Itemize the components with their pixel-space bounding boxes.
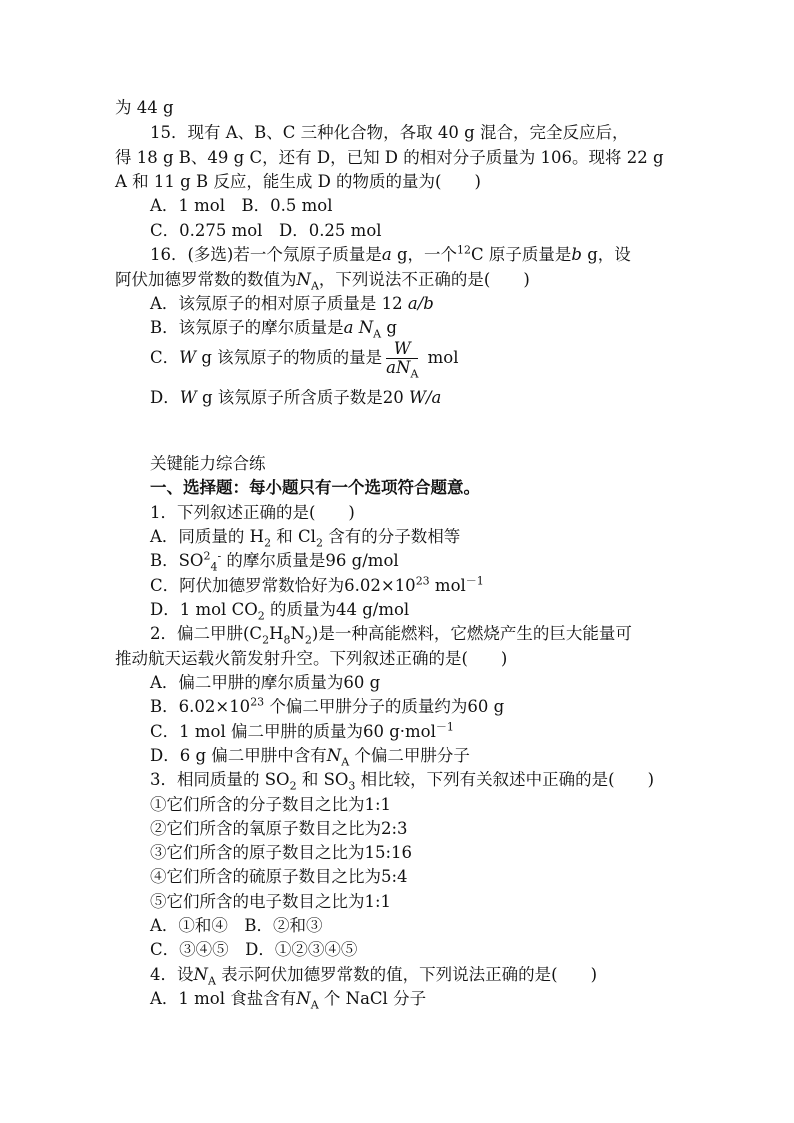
q16-text: 16．(多选)若一个氖原子质量是 [150,245,382,264]
q1-option-a [150,525,460,549]
q3-item-1: ①它们所含的分子数目之比为1:1 [150,795,392,814]
q2-option-d [150,744,470,768]
option-text: g 该氖原子的物质的量是 [196,348,383,367]
fraction [386,339,419,381]
option-text: g [381,318,397,337]
q3-options-ab: A．①和④ B．②和③ [150,916,323,935]
q3-sub: 3 [348,779,356,793]
q2-option-b [150,695,504,719]
option-text: D．6 g 偏二甲肼中含有 [150,746,327,765]
option-sub: A [310,998,319,1012]
option-text: A．同质量的 H [150,527,265,546]
q3-stem [150,768,654,792]
q2-option-a: A．偏二甲肼的摩尔质量为60 g [150,673,381,692]
option-sup: - [217,549,222,563]
q2-text: H [269,624,284,643]
option-text: 个 NaCl 分子 [318,989,427,1008]
q1-option-c [150,574,484,598]
option-sub: A [341,755,350,769]
option-text: 个偏二甲肼分子 [349,746,470,765]
option-text: B．SO [150,551,204,570]
option-text: C．1 mol 偏二甲肼的质量为60 g·mol [150,722,436,741]
q16-isotope-sup: 12 [457,243,472,257]
option-italic: N [326,746,342,765]
option-sub: A [373,327,382,341]
q16-option-a [150,292,434,316]
q15-options-ab: A．1 mol B．0.5 mol [150,196,333,215]
q3-text: 和 SO [296,770,349,789]
q16-line1 [150,243,631,267]
option-sub: 2 [315,536,323,550]
option-sup: 23 [250,695,265,709]
q2-option-c [150,720,454,744]
q16-text: C 原子质量是 [471,245,572,264]
option-text: C． [150,348,180,367]
q16-line2 [115,268,530,292]
q1-option-b [150,549,399,573]
option-italic: N [296,989,311,1008]
q4-text: 4．设 [150,965,194,984]
option-text: B．该氖原子的摩尔质量是 [150,318,344,337]
q4-var-N: N [193,965,208,984]
option-sup: －1 [435,720,454,734]
option-text: D．1 mol CO [150,600,258,619]
q3-text: 3．相同质量的 SO [150,770,290,789]
q15-line1: 15．现有 A、B、C 三种化合物，各取 40 g 混合，完全反应后， [150,123,629,142]
q16-text: ，下列说法不正确的是( ) [318,270,530,289]
q2-line2: 推动航天运载火箭发射升空。下列叙述正确的是( ) [115,649,508,668]
fraction-numerator: W [386,340,418,359]
q16-option-c [150,339,459,381]
q4-sub: A [207,974,216,988]
den-text: aN [386,358,411,377]
option-text: g 该氖原子所含质子数是20 [196,388,409,407]
q16-text: g，设 [581,245,631,264]
option-text: D． [150,388,180,407]
q4-stem [150,963,597,987]
q3-item-5: ⑤它们所含的电子数目之比为1:1 [150,892,392,911]
option-text: mol [429,576,466,595]
q16-text: 阿伏加德罗常数的数值为 [115,270,297,289]
q3-text: 相比较，下列有关叙述中正确的是( ) [355,770,655,789]
q16-var-b: b [571,245,582,264]
q15-line2: 得 18 g B、49 g C，还有 D，已知 D 的相对分子质量为 106。现将 22 g [115,148,664,167]
section-title: 关键能力综合练 [150,454,266,473]
q2-line1 [150,622,632,646]
q16-text: g，一个 [391,245,458,264]
option-italic: W [179,388,197,407]
q3-item-2: ②它们所含的氧原子数目之比为2:3 [150,819,408,838]
option-sup: 23 [415,574,430,588]
q3-item-3: ③它们所含的原子数目之比为15:16 [150,843,413,862]
option-italic: a N [343,318,374,337]
q15-line3: A 和 11 g B 反应，能生成 D 的物质的量为( ) [115,172,481,191]
option-sup: －1 [465,574,484,588]
q4-text: 表示阿伏加德罗常数的值，下列说法正确的是( ) [215,965,598,984]
option-text: mol [422,348,459,367]
q16-option-d [150,386,441,410]
q2-text: N [290,624,305,643]
section-subtitle: 一、选择题：每小题只有一个选项符合题意。 [150,478,480,497]
q16-sub: A [310,279,319,293]
option-text: C．阿伏加德罗常数恰好为6.02×10 [150,576,416,595]
option-italic: W [179,348,197,367]
option-text: 的摩尔质量是96 g/mol [221,551,399,570]
q16-var-N: N [296,270,311,289]
option-text: 含有的分子数相等 [322,527,461,546]
option-sub: 4 [210,560,218,574]
q1-stem: 1．下列叙述正确的是( ) [150,503,355,522]
option-italic: W/a [409,388,442,407]
option-text: 个偏二甲肼分子的质量约为60 g [264,697,505,716]
q2-sub: 2 [304,633,312,647]
q2-text: 2．偏二甲肼(C [150,624,263,643]
q16-option-b [150,316,397,340]
q15-options-cd: C．0.275 mol D．0.25 mol [150,221,382,240]
q4-option-a [150,987,426,1011]
q3-item-4: ④它们所含的硫原子数目之比为5:4 [150,867,408,886]
q3-sub: 2 [289,779,297,793]
option-text: A．1 mol 食盐含有 [150,989,297,1008]
den-sub: A [410,367,419,381]
q2-text: )是一种高能燃料，它燃烧产生的巨大能量可 [311,624,632,643]
option-sub: 2 [257,609,265,623]
q3-options-cd: C．③④⑤ D．①②③④⑤ [150,940,358,959]
option-text: A．该氖原子的相对原子质量是 12 [150,294,408,313]
q1-option-d [150,598,409,622]
q2-sub: 2 [262,633,270,647]
fraction-denominator [386,358,419,381]
option-text: 和 Cl [271,527,316,546]
continuation-line: 为 44 g [115,98,174,117]
q2-sub: 8 [283,633,291,647]
q16-var-a: a [381,245,392,264]
option-text: B．6.02×10 [150,697,251,716]
option-italic: a/b [407,294,434,313]
option-sub: 2 [264,536,272,550]
option-text: 的质量为44 g/mol [264,600,410,619]
option-sup: 2 [203,549,211,563]
